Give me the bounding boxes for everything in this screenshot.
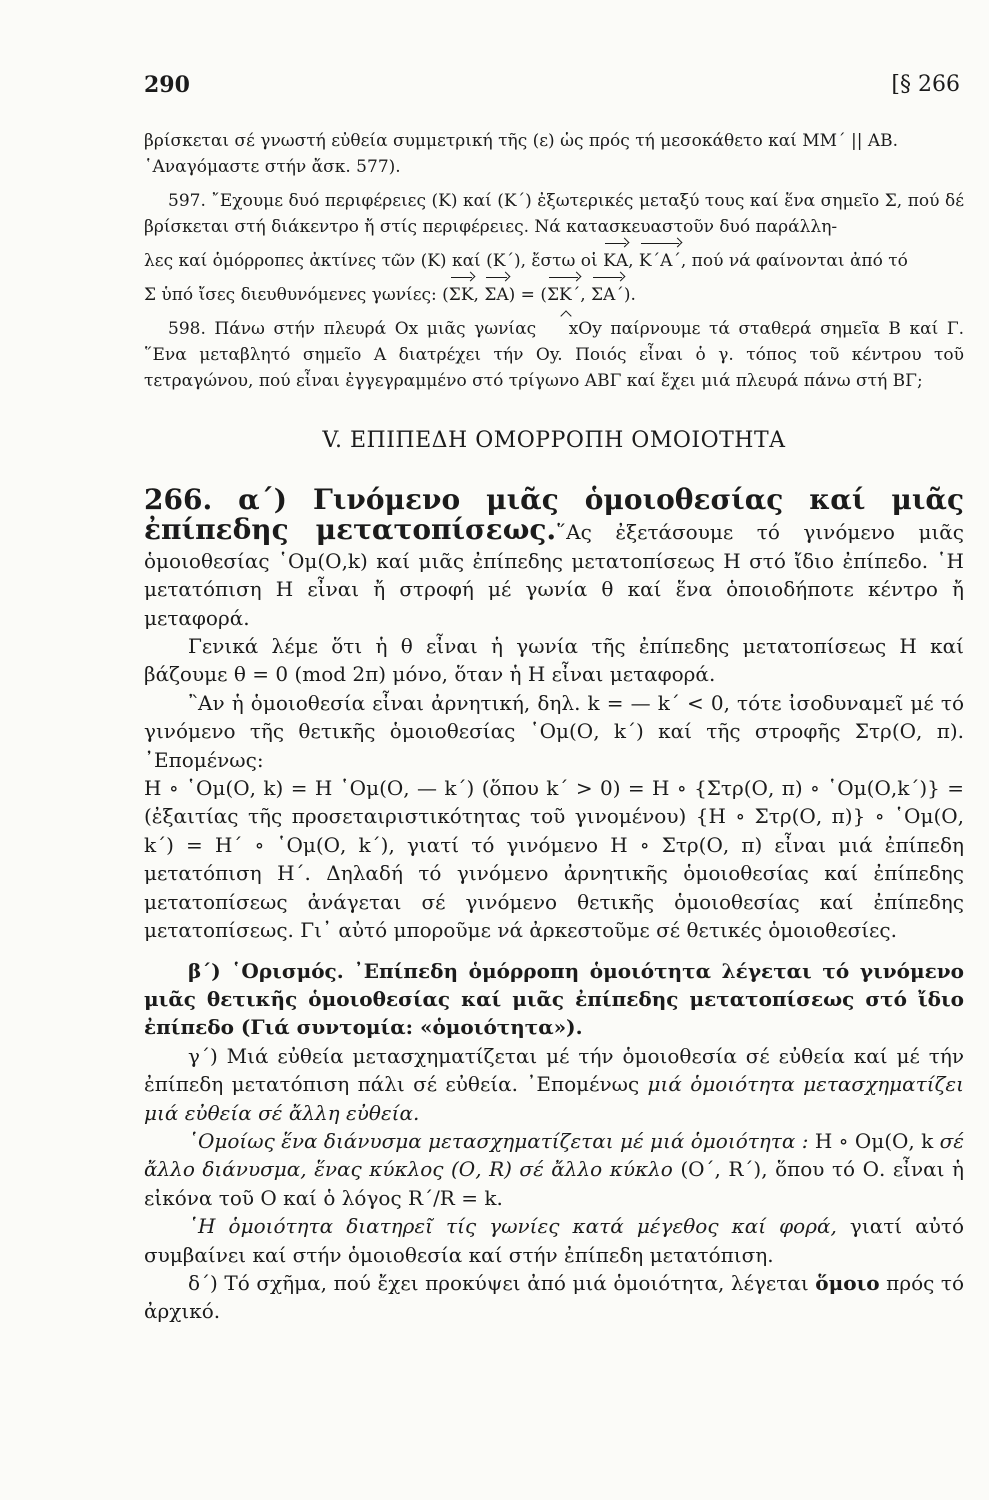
exercise-intro-line-1: βρίσκεται σέ γνωστή εὐθεία συμμετρική τῆς (ε) ὡς πρός τή μεσοκάθετο καί ΜΜ΄ || ΑΒ. (144, 131, 899, 151)
exercise-597-part: Σ ὑπό ἴσες διευθυνόμενες γωνίες: ( (144, 285, 449, 305)
paragraph-title: 266. α΄) Γινόμενο μιᾶς ὁμοιοθεσίας καί μιᾶς ἐπίπεδης μετατοπίσεως. (144, 483, 964, 547)
exercise-597-part: ). (623, 285, 636, 305)
paragraph-266a (144, 483, 965, 632)
exercise-597-part: , πού νά φαίνονται ἀπό τό (680, 251, 908, 271)
vector-K-prime-A-prime: Κ΄Α΄ (639, 248, 681, 274)
vector-SK-prime: ΣΚ΄ (547, 282, 580, 308)
exercise-597-part: λες καί ὁμόρροπες ἀκτίνες τῶν (Κ) καί (Κ΄), ἔστω οἱ (144, 251, 598, 271)
exercise-block (144, 128, 964, 394)
paragraph-text: (Ο΄, R΄), ὅπου τό Ο. εἶναι ἡ εἰκόνα τοῦ Ο καί ὁ λόγος R΄/R = k. (144, 1157, 965, 1210)
vector-SA-prime: ΣΑ΄ (591, 282, 624, 308)
paragraph-angles (144, 1212, 964, 1269)
paragraph-similar (144, 1269, 964, 1326)
exercise-598-text (144, 316, 964, 394)
paragraph-text: Η ∘ Ομ(Ο, k (814, 1128, 934, 1153)
paragraph-italic: ῾Η ὁμοιότητα διατηρεῖ τίς γωνίες κατά μέγεθος καί φορά, (188, 1214, 837, 1239)
paragraph-line-transform (144, 1042, 964, 1127)
vector-SA: ΣΑ (484, 282, 508, 308)
paragraph-text: γιατί αὐτό συμβαίνει καί στήν ὁμοιοθεσία καί στήν ἐπίπεδη μετατόπιση. (144, 1214, 964, 1267)
paragraph-text: ῞Ας ἐξετάσουμε τό γινόμενο μιᾶς ὁμοιοθεσίας ῾Ομ(Ο,k) καί μιᾶς ἐπίπεδης μετατοπίσεως Η στό ἴδιο ἐπίπεδο. ῾Η μετατόπιση Η εἶναι ἤ στροφή μέ γωνία θ καί ἕνα ὁποιοδήποτε κέντρο ἤ μεταφορά. (144, 520, 965, 630)
exercise-intro-line-2: ῾Αναγόμαστε στήν ἄσκ. 577). (144, 157, 401, 177)
exercise-597-text: 597. ῎Εχουμε δυό περιφέρειες (Κ) καί (Κ΄) ἐξωτερικές μεταξύ τους καί ἕνα σημεῖο Σ, πού δέ βρίσκεται στή διάκεντρο ἤ στίς περιφέρειες. Νά κατασκευαστοῦν δυό παράλλη- (144, 191, 964, 237)
paragraph-definition (144, 957, 964, 1042)
paragraph-text: γ΄) Μιά εὐθεία μετασχηματίζεται μέ τήν ὁμοιοθεσία σέ εὐθεία καί μέ τήν ἐπίπεδη μετατόπιση πάλι σέ εὐθεία. ᾿Επομένως (144, 1043, 964, 1097)
paragraph-derivation: Η ∘ ῾Ομ(Ο, k) = Η ῾Ομ(Ο, — k΄) (ὅπου k΄ > 0) = Η ∘ {Στρ(Ο, π) ∘ ῾Ομ(Ο,k΄)} = (ἐξαιτίας τῆς προσεταιριστικότητας τοῦ γινομένου) {Η ∘ Στρ(Ο, π)} ∘ ῾Ομ(Ο, k΄) = Η΄ ∘ ῾Ομ(Ο, k΄), γιατί τό γινόμενο Η ∘ Στρ(Ο, π) εἶναι μιά ἐπίπεδη μετατόπιση Η΄. Δηλαδή τό γινόμενο ἀρνητικῆς ὁμοιοθεσίας καί ἐπίπεδης μετατοπίσεως ἀνάγεται σέ γινόμενο θετικῆς ὁμοιοθεσίας καί ἐπίπεδης μετατοπίσεως. Γι᾿ αὐτό μποροῦμε νά ἀρκεστοῦμε σέ θετικές ὁμοιοθεσίες. (144, 776, 964, 943)
section-heading: V. ΕΠΙΠΕΔΗ ΟΜΟΡΡΟΠΗ ΟΜΟΙΟΤΗΤΑ (322, 428, 786, 453)
section-reference: [§ 266 (891, 72, 960, 97)
exercise-597-part: ) = ( (508, 285, 547, 305)
definition-label: β΄) ῾Ορισμός. (188, 958, 344, 983)
page-number: 290 (144, 72, 190, 98)
paragraph-italic: μιά ὁμοιότητα μετασχηματίζει μιά εὐθεία σέ ἄλλη εὐθεία. (144, 1072, 964, 1125)
paragraph-text: πρός τό ἀρχικό. (144, 1270, 964, 1324)
exercise-598-part: 598. Πάνω στήν πλευρά Οx μιᾶς γωνίας (168, 319, 537, 339)
paragraph-bold: ὅμοιο (815, 1270, 880, 1295)
exercise-597-line-3: Σ ὑπό ἴσες διευθυνόμενες γωνίες: (ΣΚ, ΣΑ) = (ΣΚ΄, ΣΑ΄). (144, 282, 964, 308)
paragraph-italic: ῾Ομοίως ἕνα διάνυσμα μετασχηματίζεται μέ μιά ὁμοιότητα : (188, 1128, 809, 1153)
vector-SK: ΣΚ (449, 282, 474, 308)
main-text (144, 483, 965, 1326)
paragraph-vector-transform (144, 1127, 964, 1212)
vector-KA: ΚΑ (603, 248, 628, 274)
exercise-598-part: παίρνουμε τά σταθερά σημεῖα Β καί Γ. ῞Ενα μεταβλητό σημεῖο Α διατρέχει τήν Οy. Ποιός εἶναι ὁ γ. τόπος τοῦ κέντρου τοῦ τετραγώνου, πού εἶναι ἐγγεγραμμένο στό τρίγωνο ΑΒΓ καί ἔχει μιά πλευρά πάνω στή ΒΓ; (144, 319, 965, 391)
exercise-597-line-2: λες καί ὁμόρροπες ἀκτίνες τῶν (Κ) καί (Κ΄), ἔστω οἱ ΚΑ, Κ΄Α΄, πού νά φαίνονται ἀπό τό (144, 248, 964, 274)
paragraph-angle: Γενικά λέμε ὅτι ἡ θ εἶναι ἡ γωνία τῆς ἐπίπεδης μετατοπίσεως Η καί βάζουμε θ = 0 (mod 2π) μόνο, ὅταν ἡ Η εἶναι μεταφορά. (144, 634, 964, 687)
paragraph-italic: σέ ἄλλο διάνυσμα, ἕνας κύκλος (Ο, R) σέ ἄλλο κύκλο (144, 1128, 965, 1182)
paragraph-negative: ῍Αν ἡ ὁμοιοθεσία εἶναι ἀρνητική, δηλ. k = — k΄ < 0, τότε ἰσοδυναμεῖ μέ τό γινόμενο τῆς θετικῆς ὁμοιοθεσίας ῾Ομ(Ο, k΄) καί τῆς στροφῆς Στρ(Ο, π). ᾿Επομένως: (144, 690, 964, 772)
angle-xOy: xOy (545, 316, 602, 342)
definition-text: ᾿Επίπεδη ὁμόρροπη ὁμοιότητα λέγεται τό γινόμενο μιᾶς θετικῆς ὁμοιοθεσίας καί μιᾶς ἐπίπεδης μετατοπίσεως στό ἴδιο ἐπίπεδο (Γιά συντομία: «ὁμοιότητα»). (144, 958, 964, 1040)
paragraph-text: δ΄) Τό σχῆμα, πού ἔχει προκύψει ἀπό μιά ὁμοιότητα, λέγεται (188, 1270, 809, 1295)
